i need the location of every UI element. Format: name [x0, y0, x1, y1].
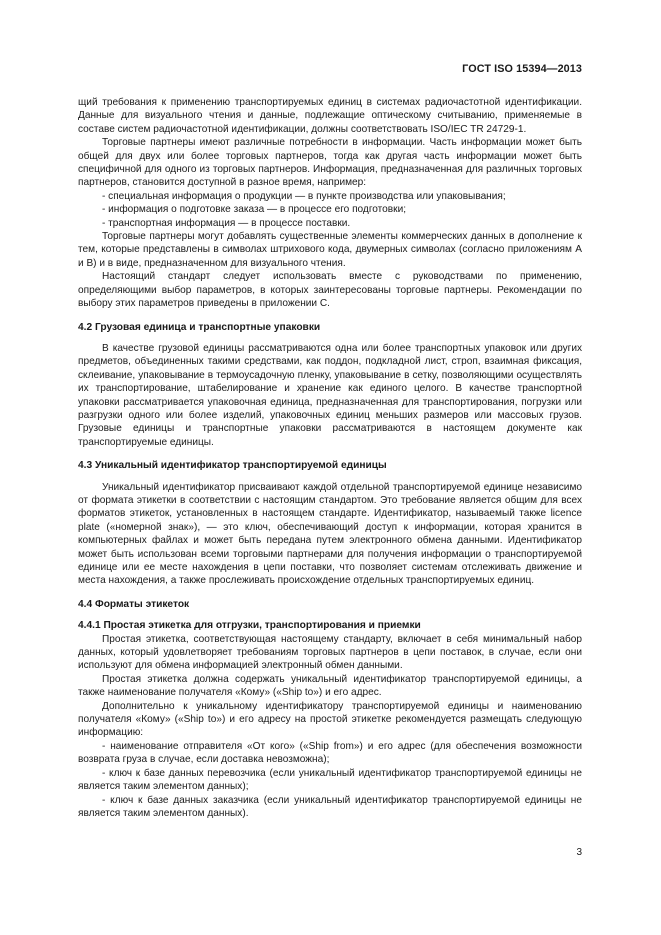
section-heading-4-3: 4.3 Уникальный идентификатор транспортируемой единицы: [78, 460, 387, 472]
page-number: 3: [576, 847, 582, 858]
paragraph: щий требования к применению транспортируемых единиц в системах радиочастотной идентификации. Данные для визуального чтения и данные, подлежащие оптическому считыванию, применяемые в составе систем радиочастотной идентификации, должны соответствовать ISO/IEC TR 24729-1.: [78, 97, 582, 135]
list-item: - наименование отправителя «От кого» («Ship from») и его адрес (для обеспечения возможности возврата груза в случае, если доставка невозможна);: [78, 740, 582, 766]
list-item: - ключ к базе данных заказчика (если уникальный идентификатор транспортируемой единицы не является таким элементом данных).: [78, 794, 582, 819]
paragraph: Простая этикетка, соответствующая настоящему стандарту, включает в себя минимальный набор данных, который удовлетворяет требованиям торговых партнеров в цепи поставок, в случае, если они используют для обмена информацией электронный обмен данными.: [78, 633, 582, 672]
list-item: - ключ к базе данных перевозчика (если уникальный идентификатор транспортируемой единицы не является таким элементом данных);: [78, 767, 582, 793]
list-item: - специальная информация о продукции — в пункте производства или упаковывания;: [102, 190, 506, 202]
section-heading-4-4: 4.4 Форматы этикеток: [78, 598, 190, 610]
standard-header: ГОСТ ISO 15394—2013: [462, 63, 582, 75]
section-heading-4-2: 4.2 Грузовая единица и транспортные упаковки: [78, 321, 321, 333]
document-body: [78, 96, 582, 820]
paragraph: Торговые партнеры могут добавлять существенные элементы коммерческих данных в дополнение к тем, которые представлены в символах штрихового кода, двумерных символах (согласно приложениям А и В) и в виде, предназначенном для визуального чтения.: [78, 231, 582, 269]
paragraph: Простая этикетка должна содержать уникальный идентификатор транспортируемой единицы, а также наименование получателя «Кому» («Ship to») и его адрес.: [78, 673, 582, 699]
list-item: - информация о подготовке заказа — в процессе его подготовки;: [102, 204, 407, 216]
paragraph: В качестве грузовой единицы рассматриваются одна или более транспортных упаковок или других предметов, объединенных такими средствами, как поддон, подкладной лист, строп, взаимная фиксация, склеивание, упаковывание в термоусадочную пленку, упаковывание в сетку, позволяющими осуществлять их транспортирование, штабелирование и хранение как единого целого. В качестве транспортной упаковки рассматривается упаковочная единица, предназначенная для транспортирования, погрузки или разгрузки одного или более изделий, упаковочных единиц меньших размеров или массовых грузов. Грузовые единицы и транспортные упаковки рассматриваются в настоящем документе как транспортируемые единицы.: [78, 342, 582, 448]
paragraph: Уникальный идентификатор присваивают каждой отдельной транспортируемой единице независимо от формата этикетки в соответствии с настоящим стандартом. Это требование является общим для всех форматов этикеток, установленных в настоящем стандарте. Идентификатор, называемый также licence plate («номерной знак»), — это ключ, обеспечивающий доступ к информации, которая хранится в компьютерных файлах и может быть передана путем электронного обмена данными. Идентификатор может быть использован всеми торговыми партнерами для получения информации о транспортируемой единице или ее месте нахождения в цепи поставки, что позволяет системам отслеживать движение и места нахождения, а также прослеживать происхождение отдельных транспортируемых единиц.: [78, 481, 582, 587]
subsection-heading-4-4-1: 4.4.1 Простая этикетка для отгрузки, транспортирования и приемки: [78, 620, 421, 632]
paragraph: Дополнительно к уникальному идентификатору транспортируемой единицы и наименованию получателя «Кому» («Ship to») и его адресу на простой этикетке рекомендуется размещать следующую информацию:: [78, 700, 582, 739]
paragraph: Настоящий стандарт следует использовать вместе с руководствами по применению, определяющими выбор параметров, в которых заинтересованы торговые партнеры. Рекомендации по выбору этих параметров приведены в приложении С.: [78, 271, 582, 310]
paragraph: Торговые партнеры имеют различные потребности в информации. Часть информации может быть общей для двух или более торговых партнеров, тогда как другая часть информации может быть специфичной для одного из торговых партнеров. Информация, предназначенная для различных торговых партнеров, становится доступной в разное время, например:: [78, 137, 582, 189]
list-item: - транспортная информация — в процессе поставки.: [102, 217, 351, 229]
